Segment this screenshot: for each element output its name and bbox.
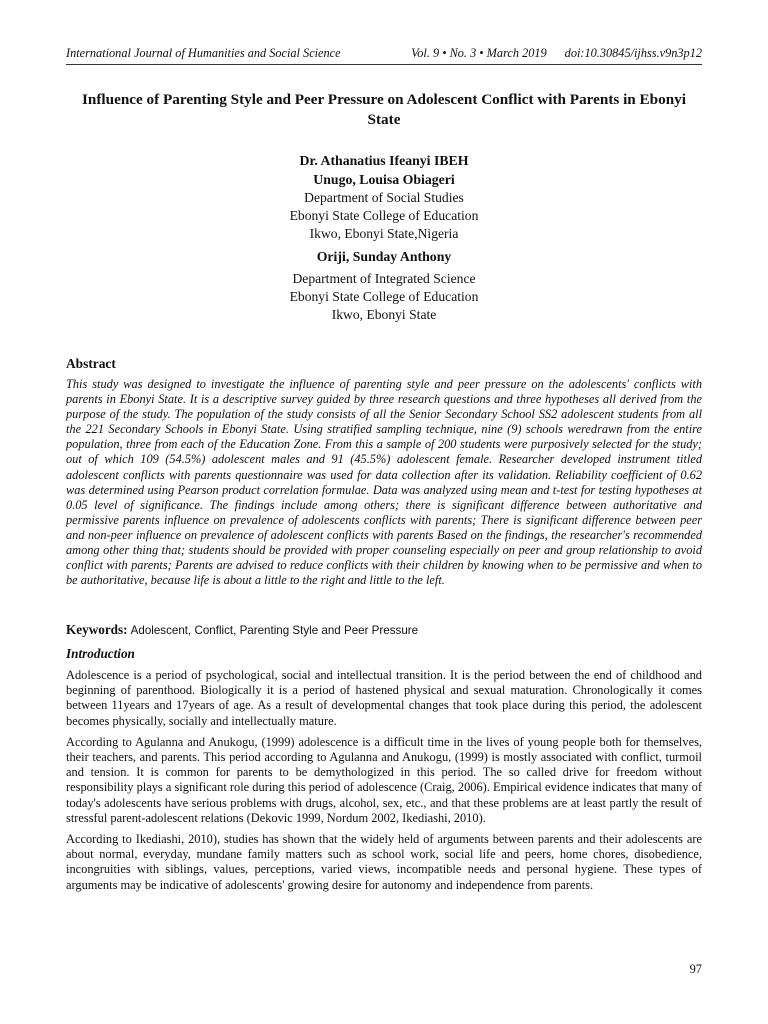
affiliation-2-institution: Ebonyi State College of Education [289, 289, 479, 304]
affiliation-1-institution: Ebonyi State College of Education [289, 208, 479, 223]
author-block [66, 151, 702, 324]
affiliation-1-location: Ikwo, Ebonyi State,Nigeria [309, 226, 459, 241]
introduction-heading: Introduction [66, 646, 135, 661]
keywords-label: Keywords: [66, 622, 128, 637]
affiliation-1-department: Department of Social Studies [304, 190, 464, 205]
keywords-text: Adolescent, Conflict, Parenting Style and Peer Pressure [130, 624, 419, 637]
abstract-text: This study was designed to investigate the influence of parenting style and peer pressure on the adolescents' conflicts with parents in Ebonyi State. It is a descriptive survey guided by three research questions and three hypotheses all derived from the purpose of the study. The population of the study consists of all the Senior Secondary School SS2 adolescent students from all the 221 Secondary Schools in Ebonyi State. Using stratified sampling technique, nine (9) schools weredrawn from the entire population, three from each of the Education Zone. From this a sample of 200 students were purposively selected for the study; out of which 109 (54.5%) adolescent males and 91 (45.5%) adolescent female. Researcher developed instrument titled adolescent conflicts with parents questionnaire was used for data collection after its validation. Reliability coefficient of 0.62 was determined using Pearson product correlation formulae. Data was analyzed using mean and t-test for testing hypotheses at 0.05 level of significance. The findings include among others; there is significant difference between authoritative and permissive parents influence on prevalence of adolescents conflicts with parents; There is significant difference between peer and non-peer influence on prevalence of adolescent conflicts with parents Based on the findings, the researcher's recommended among other thing that; students should be provided with proper counseling especially on peer and group relationship to avoid conflict with parents; Parents are advised to reduce conflicts with their children by knowing when to be permissive and when to be authoritative, because life is about a little to the right and little to the left. [66, 377, 702, 588]
introduction-body [66, 668, 702, 899]
paper-title: Influence of Parenting Style and Peer Pressure on Adolescent Conflict with Parents in Ebonyi State [82, 91, 686, 128]
author-1: Dr. Athanatius Ifeanyi IBEH [299, 153, 469, 168]
affiliation-2-location: Ikwo, Ebonyi State [331, 307, 437, 322]
paragraph: Adolescence is a period of psychological, social and intellectual transition. It is the period between the end of childhood and beginning of parenthood. Biologically it is a period of hastened physical and sexual maturation. Chronologically it comes between 11years and 17years of age. As a result of developmental changes that took place during this period, the adolescent becomes physically, socially and intellectually mature. [66, 668, 702, 728]
affiliation-2-department: Department of Integrated Science [292, 271, 476, 286]
author-3: Oriji, Sunday Anthony [316, 249, 452, 264]
author-2: Unugo, Louisa Obiageri [313, 172, 455, 187]
paragraph: According to Ikediashi, 2010), studies has shown that the widely held of arguments between parents and their adolescents are about normal, everyday, mundane family matters such as school work, social life and peers, home chores, disobedience, incongruities with siblings, values, perceptions, varied views, incompatible needs and personal hygiene. These types of arguments may be indicative of adolescents' growing desire for autonomy and independence from parents. [66, 832, 702, 892]
keywords-line [66, 622, 702, 638]
abstract-heading: Abstract [66, 356, 116, 371]
volume-issue: Vol. 9 • No. 3 • March 2019 [411, 46, 547, 60]
doi: doi:10.30845/ijhss.v9n3p12 [564, 46, 702, 60]
paragraph: According to Agulanna and Anukogu, (1999) adolescence is a difficult time in the lives of young people both for themselves, their teachers, and parents. This period according to Agulanna and Anukogu, (1999) is mostly associated with conflict, turmoil and tension. It is common for parents to be demythologized in this period. The so called drive for freedom without responsibility plays a significant role during this period of adolescence (Craig, 2006). Empirical evidence indicates that many of today's adolescents have serious problems with drugs, alcohol, sex, etc., and that these problems are at least partly the result of stressful parent-adolescent relations (Dekovic 1999, Nordum 2002, Ikediashi, 2010). [66, 734, 702, 825]
journal-name: International Journal of Humanities and Social Science [66, 46, 341, 60]
page-number: 97 [689, 962, 702, 976]
running-header [66, 46, 702, 65]
